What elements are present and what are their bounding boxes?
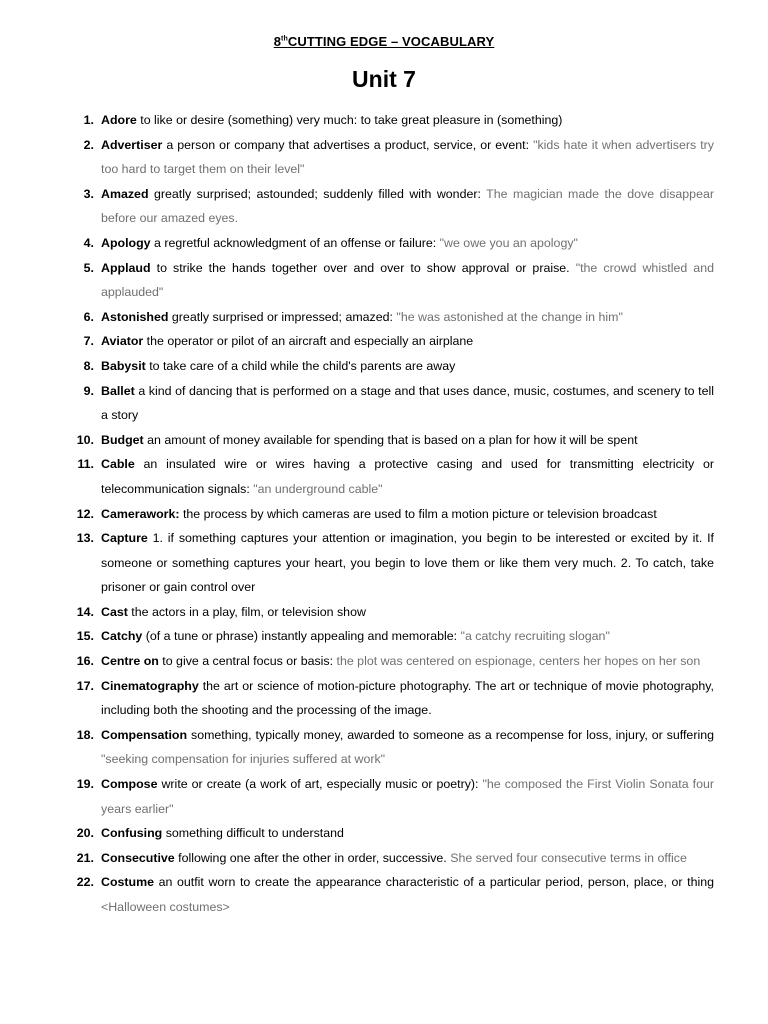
entry-word: Applaud xyxy=(101,260,151,275)
entry-word: Confusing xyxy=(101,826,163,841)
entry-number: 3. xyxy=(83,186,94,201)
entry-word: Centre on xyxy=(101,654,159,669)
entry-number: 17. xyxy=(76,678,94,693)
vocab-entry xyxy=(0,502,768,527)
entry-definition: an insulated wire or wires having a protective casing and used for transmitting electricity or telecommunication signals: xyxy=(101,457,714,496)
entry-example: "seeking compensation for injuries suffered at work" xyxy=(101,752,386,767)
entry-number: 1. xyxy=(83,113,94,127)
header-title: CUTTING EDGE – VOCABULARY xyxy=(287,34,495,49)
entry-word: Capture xyxy=(101,531,148,546)
entry-definition: to like or desire (something) very much: to take great pleasure in (something) xyxy=(136,113,563,127)
entry-number: 13. xyxy=(76,531,94,546)
entry-number: 20. xyxy=(76,826,94,841)
entry-definition: a person or company that advertises a product, service, or event: xyxy=(162,137,534,152)
vocab-entry xyxy=(0,379,768,428)
vocab-entry xyxy=(0,305,768,330)
entry-number: 22. xyxy=(76,875,94,890)
entry-word: Apology xyxy=(101,235,151,250)
entry-example: the plot was centered on espionage, centers her hopes on her son xyxy=(336,654,701,669)
entry-word: Aviator xyxy=(101,334,144,349)
entry-definition: something, typically money, awarded to someone as a recompense for loss, injury, or suffering xyxy=(187,727,714,742)
vocab-entry xyxy=(0,870,768,919)
entry-word: Budget xyxy=(101,432,144,447)
entry-number: 15. xyxy=(76,629,94,644)
entry-definition: a regretful acknowledgment of an offense or failure: xyxy=(150,235,440,250)
vocab-entry xyxy=(0,526,768,600)
entry-number: 6. xyxy=(83,309,94,324)
vocab-entry xyxy=(0,182,768,231)
entry-definition: to give a central focus or basis: xyxy=(158,654,337,669)
entry-number: 14. xyxy=(76,604,94,619)
entry-word: Consecutive xyxy=(101,850,175,865)
entry-example: "kids hate it when advertisers try too hard to target them on their level" xyxy=(101,137,714,177)
entry-definition: the process by which cameras are used to film a motion picture or television broadcast xyxy=(179,506,657,521)
vocab-entry xyxy=(0,452,768,501)
entry-example: "we owe you an apology" xyxy=(439,235,578,250)
entry-example: "he composed the First Violin Sonata four years earlier" xyxy=(101,777,714,816)
entry-number: 16. xyxy=(76,654,94,669)
vocab-entry xyxy=(0,723,768,772)
entry-number: 18. xyxy=(76,727,94,742)
entry-word: Astonished xyxy=(101,309,169,324)
entry-definition: greatly surprised; astounded; suddenly filled with wonder: xyxy=(148,186,487,201)
entry-example: She served four consecutive terms in office xyxy=(450,850,687,865)
entry-example: "he was astonished at the change in him" xyxy=(396,309,623,324)
grade-number: 8 xyxy=(273,34,282,49)
entry-word: Catchy xyxy=(101,629,143,644)
vocab-entry xyxy=(0,600,768,625)
entry-number: 7. xyxy=(83,334,94,349)
entry-word: Cable xyxy=(101,457,135,472)
entry-number: 8. xyxy=(83,358,94,373)
entry-word: Cinematography xyxy=(101,678,199,693)
vocab-entry xyxy=(0,772,768,821)
entry-number: 12. xyxy=(76,506,94,521)
entry-definition: (of a tune or phrase) instantly appealing and memorable: xyxy=(142,629,461,644)
vocabulary-list xyxy=(0,108,768,920)
entry-definition: following one after the other in order, successive. xyxy=(174,850,451,865)
entry-number: 11. xyxy=(77,457,94,472)
vocab-entry xyxy=(0,846,768,871)
entry-number: 10. xyxy=(76,432,94,447)
entry-number: 2. xyxy=(83,137,94,152)
entry-word: Adore xyxy=(101,113,137,127)
entry-number: 21. xyxy=(76,850,94,865)
entry-definition: an outfit worn to create the appearance characteristic of a particular period, person, place, or thing xyxy=(154,875,714,890)
entry-definition: a kind of dancing that is performed on a stage and that uses dance, music, costumes, and scenery to tell a story xyxy=(101,383,714,423)
document-header xyxy=(0,34,768,49)
entry-definition: write or create (a work of art, especially music or poetry): xyxy=(157,777,483,792)
vocab-entry xyxy=(0,428,768,453)
vocab-entry xyxy=(0,329,768,354)
entry-example: "an underground cable" xyxy=(253,481,383,496)
entry-word: Costume xyxy=(101,875,155,890)
vocab-entry xyxy=(0,231,768,256)
entry-number: 19. xyxy=(76,777,94,792)
vocab-entry xyxy=(0,624,768,649)
entry-definition: the art or science of motion-picture photography. The art or technique of movie photography, including both the shooting and the processing of the image. xyxy=(101,678,714,718)
vocab-entry xyxy=(0,674,768,723)
unit-title: Unit 7 xyxy=(352,66,416,92)
vocab-entry xyxy=(0,108,768,133)
entry-definition: 1. if something captures your attention or imagination, you begin to be interested or excited by it. If someone or something captures your heart, you begin to love them or like them very much. 2. To catch, take prisoner or gain control over xyxy=(101,531,714,595)
entry-example: <Halloween costumes> xyxy=(101,900,230,914)
vocab-entry xyxy=(0,821,768,846)
entry-definition: the operator or pilot of an aircraft and especially an airplane xyxy=(143,334,474,349)
entry-word: Compose xyxy=(101,777,158,792)
entry-example: "the crowd whistled and applauded" xyxy=(101,260,714,300)
vocab-entry xyxy=(0,133,768,182)
entry-definition: the actors in a play, film, or television show xyxy=(127,604,366,619)
entry-example: The magician made the dove disappear before our amazed eyes. xyxy=(101,186,714,226)
entry-word: Compensation xyxy=(101,727,188,742)
entry-definition: something difficult to understand xyxy=(162,826,344,841)
entry-word: Advertiser xyxy=(101,137,163,152)
vocab-entry xyxy=(0,256,768,305)
entry-word: Cast xyxy=(101,604,128,619)
entry-word: Ballet xyxy=(101,383,135,398)
vocab-entry xyxy=(0,649,768,674)
entry-definition: an amount of money available for spending that is based on a plan for how it will be spent xyxy=(143,432,638,447)
entry-example: "a catchy recruiting slogan" xyxy=(460,629,610,644)
vocab-entry xyxy=(0,354,768,379)
entry-definition: to take care of a child while the child's parents are away xyxy=(145,358,456,373)
grade-suffix: th xyxy=(281,35,288,43)
entry-word: Amazed xyxy=(101,186,149,201)
entry-definition: greatly surprised or impressed; amazed: xyxy=(168,309,397,324)
entry-word: Camerawork: xyxy=(101,506,180,521)
entry-number: 5. xyxy=(83,260,94,275)
entry-number: 4. xyxy=(83,235,94,250)
entry-definition: to strike the hands together over and over to show approval or praise. xyxy=(150,260,576,275)
entry-number: 9. xyxy=(83,383,94,398)
entry-word: Babysit xyxy=(101,358,146,373)
